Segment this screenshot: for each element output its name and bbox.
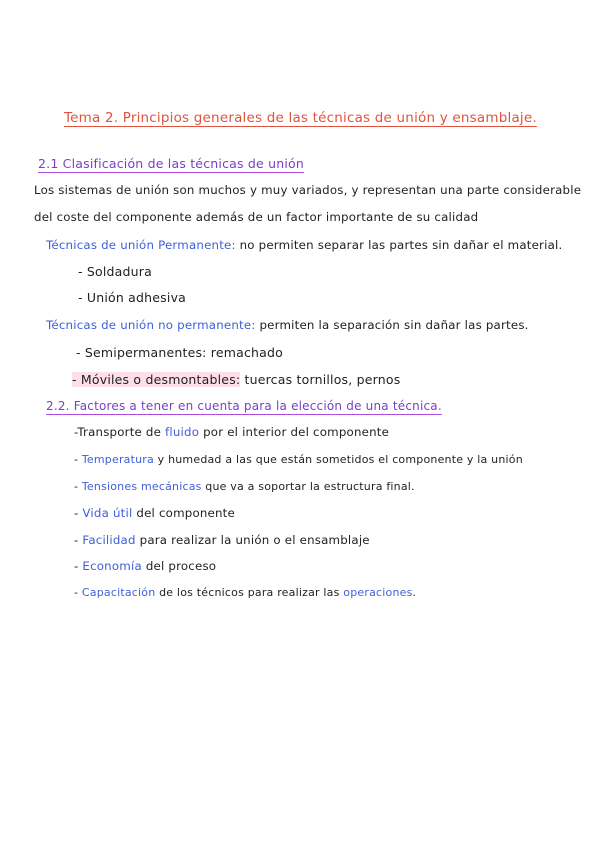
section-1-heading: 2.1 Clasificación de las técnicas de unión <box>38 156 304 171</box>
list-item: - Capacitación de los técnicos para realizar las operaciones. <box>74 586 417 599</box>
permanent-techniques-line <box>46 238 562 252</box>
non-permanent-techniques-line <box>46 318 529 332</box>
intro-line-2: del coste del componente además de un factor importante de su calidad <box>34 210 479 224</box>
permanent-text: no permiten separar las partes sin dañar el material. <box>235 238 563 252</box>
document-title: Tema 2. Principios generales de las técnicas de unión y ensamblaje. <box>64 110 537 126</box>
list-item: - Semipermanentes: remachado <box>76 345 283 360</box>
list-item: - Unión adhesiva <box>78 290 187 305</box>
intro-line-1: Los sistemas de unión son muchos y muy variados, y representan una parte considerable <box>34 183 582 197</box>
list-item: - Facilidad para realizar la unión o el ensamblaje <box>74 533 370 547</box>
list-item: - Tensiones mecánicas que va a soportar la estructura final. <box>74 480 415 493</box>
list-item: - Vida útil del componente <box>74 506 235 520</box>
non-permanent-label: Técnicas de unión no permanente: <box>46 318 256 332</box>
list-item: -Transporte de fluido por el interior del componente <box>74 425 390 439</box>
permanent-label: Técnicas de unión Permanente: <box>46 238 236 252</box>
list-item: - Móviles o desmontables: tuercas tornillos, pernos <box>72 372 401 387</box>
non-permanent-text: permiten la separación sin dañar las partes. <box>255 318 529 332</box>
list-item: - Temperatura y humedad a las que están sometidos el componente y la unión <box>74 453 523 466</box>
list-item: - Economía del proceso <box>74 559 217 573</box>
list-item: - Soldadura <box>78 264 152 279</box>
section-2-heading: 2.2. Factores a tener en cuenta para la elección de una técnica. <box>46 399 442 413</box>
